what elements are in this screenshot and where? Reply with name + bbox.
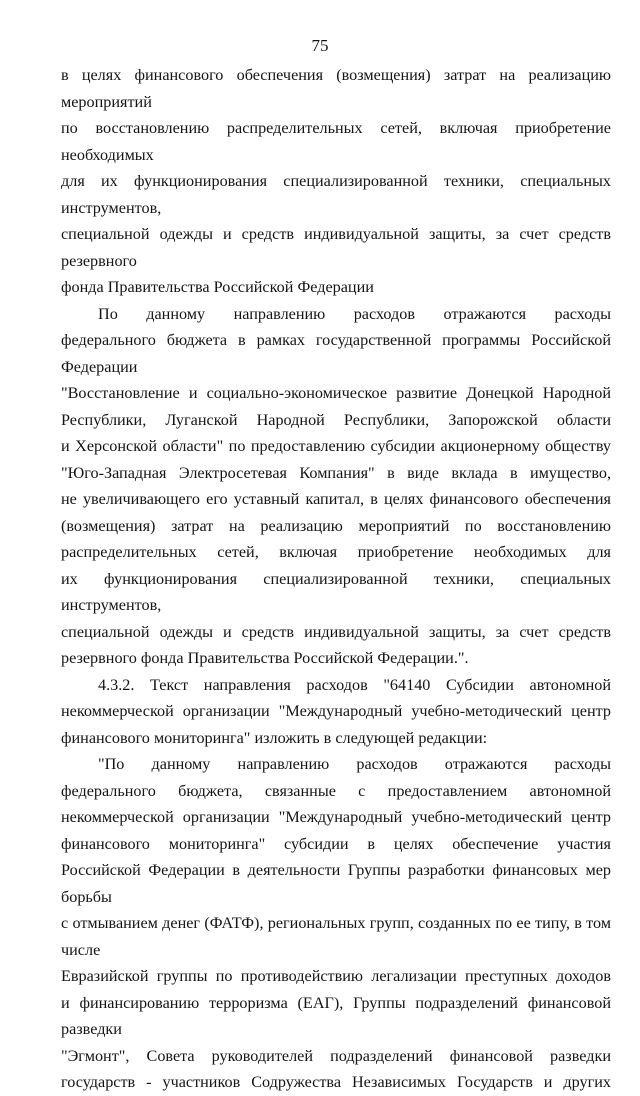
text-line: "Восстановление и социально-экономическое развитие Донецкой Народной [61,384,611,402]
text-line: не увеличивающего его уставный капитал, в целях финансового обеспечения [61,490,611,508]
text-line: финансового мониторинга" изложить в следующей редакции: [61,728,488,747]
text-line: По данному направлению расходов отражаются расходы [98,304,611,323]
text-line: "По данному направлению расходов отражаются расходы [98,755,611,773]
text-line: Евразийской группы по противодействию легализации преступных доходов [61,967,611,985]
document-body [61,62,611,1096]
text-line: специальной одежды и средств индивидуальной защиты, за счет средств [61,622,611,641]
text-line: и финансированию терроризма (ЕАГ), Группы подразделений финансовой разведки [61,993,611,1038]
text-line: 4.3.2. Текст направления расходов "64140 Субсидии автономной [98,675,611,694]
text-line: некоммерческой организации "Международный учебно-методический центр [61,808,611,826]
text-line: специальной одежды и средств индивидуальной защиты, за счет средств резервного [61,225,611,270]
text-line: фонда Правительства Российской Федерации [61,278,374,296]
text-line: резервного фонда Правительства Российской Федерации.". [61,649,469,667]
text-line: федерального бюджета в рамках государственной программы Российской Федерации [61,331,611,376]
text-line: в целях финансового обеспечения (возмещения) затрат на реализацию мероприятий [61,66,611,111]
text-line: федерального бюджета, связанные с предоставлением автономной [61,781,611,800]
text-line: распределительных сетей, включая приобретение необходимых для [61,543,611,561]
text-line: финансового мониторинга" субсидии в целях обеспечение участия [61,834,611,853]
text-line: и Херсонской области" по предоставлению субсидии акционерному обществу [61,437,611,455]
text-line: их функционирования специализированной техники, специальных инструментов, [61,569,611,614]
text-line: "Юго-Западная Электросетевая Компания" в виде вклада в имущество, [61,463,611,482]
page-number: 75 [311,36,329,55]
text-line: (возмещения) затрат на реализацию мероприятий по восстановлению [61,516,611,535]
text-line: Республики, Луганской Народной Республики, Запорожской области [61,410,611,429]
text-line: с отмыванием денег (ФАТФ), региональных групп, созданных по ее типу, в том числе [61,914,611,959]
text-line: государств - участников Содружества Независимых Государств и других [61,1073,611,1091]
text-line: некоммерческой организации "Международный учебно-методический центр [61,702,611,720]
text-line: Российской Федерации в деятельности Группы разработки финансовых мер борьбы [61,861,611,906]
text-line: по восстановлению распределительных сетей, включая приобретение необходимых [61,119,611,164]
text-line: для их функционирования специализированной техники, специальных инструментов, [61,172,611,217]
text-line: "Эгмонт", Совета руководителей подразделений финансовой разведки [61,1046,611,1065]
